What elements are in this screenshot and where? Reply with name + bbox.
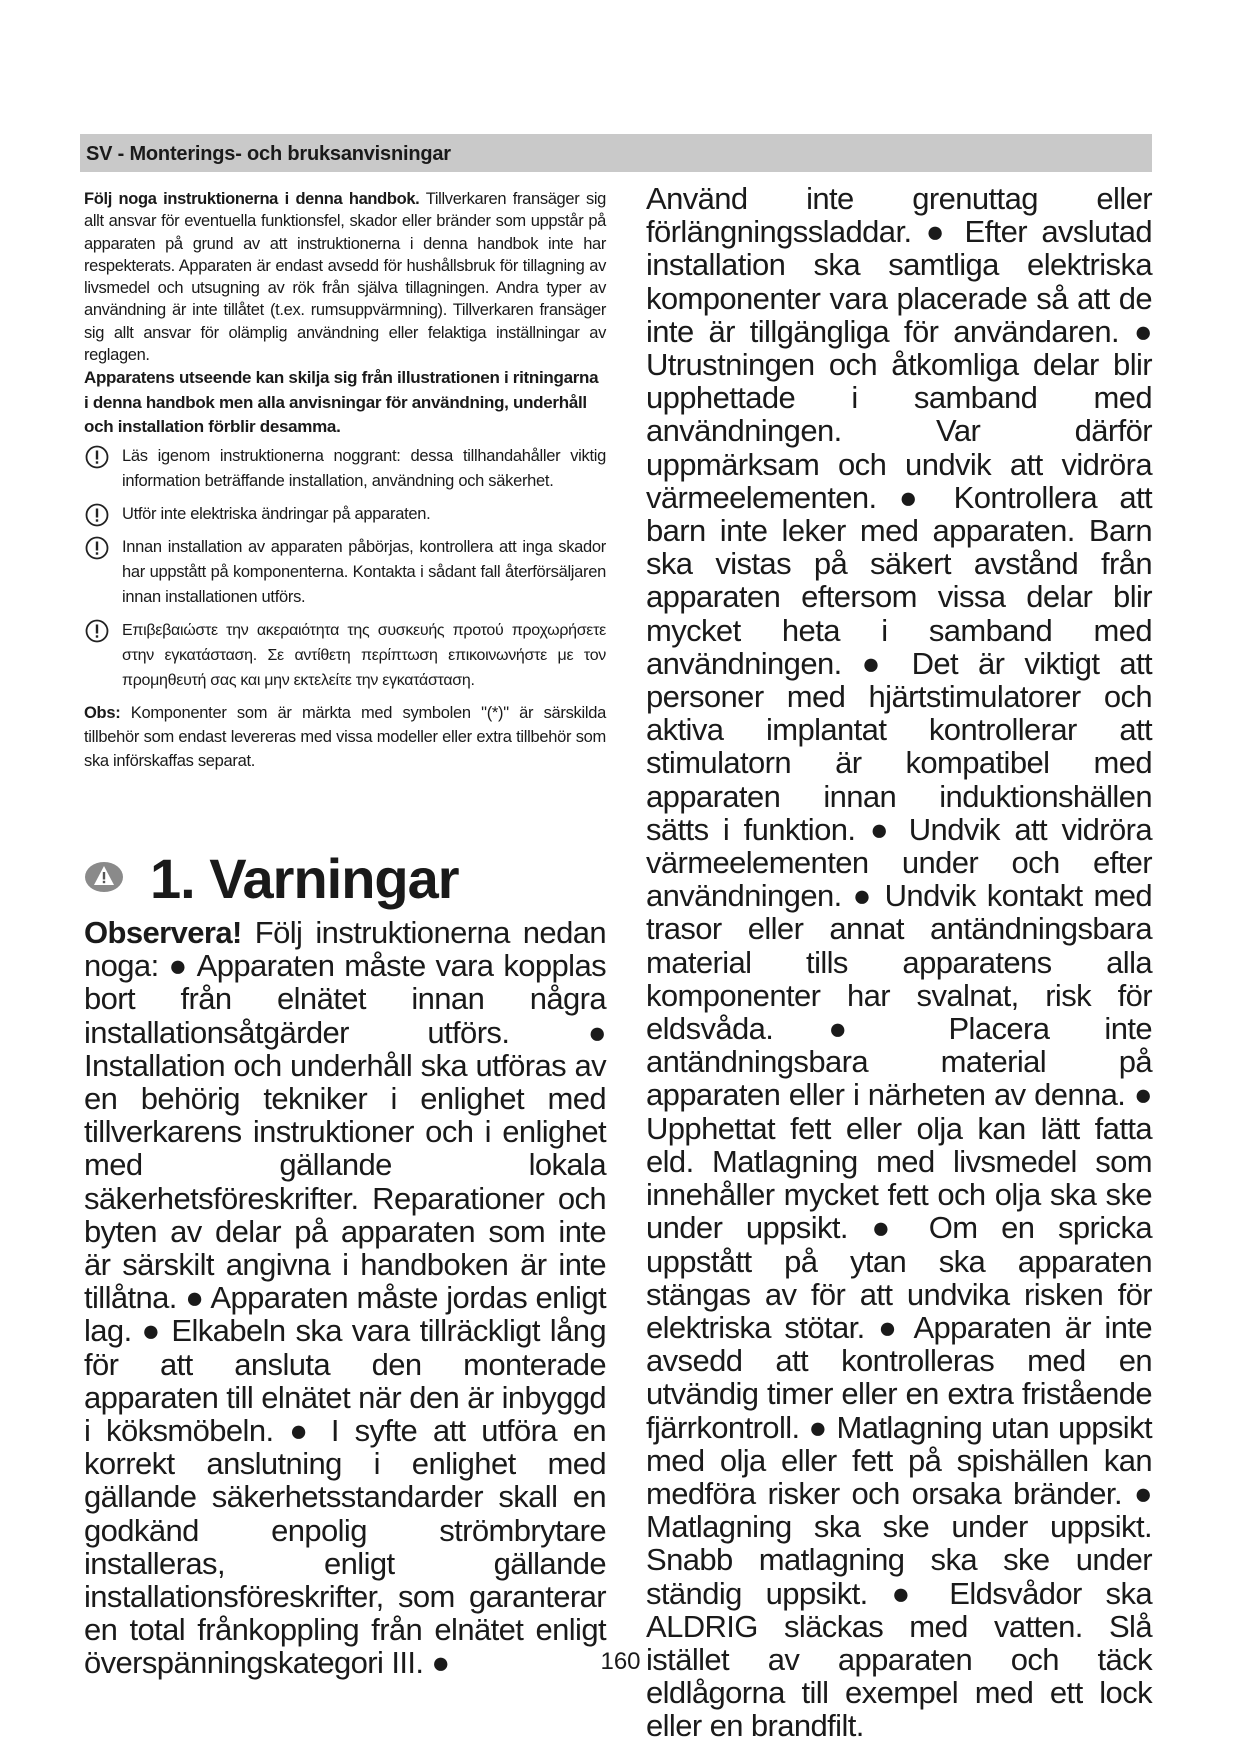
left-body-content: Följ instruktionerna nedan noga: ● Apparaten måste vara kopplas bort från elnätet innan några installationsåtgärder utförs. ● Installation och underhåll ska utföras av en behörig tekniker i enlighet med tillverkarens instruktioner och i enlighet med gällande lokala säkerhetsföreskrifter. Reparationer och byten av delar på apparaten som inte är särskilt angivna i handboken är inte tillåtna. ● Apparaten måste jordas enligt lag. ● Elkabeln ska vara tillräckligt lång för att ansluta den monterade apparaten till elnätet när den är inbyggd i köksmöbeln. ● I syfte att utföra en korrekt anslutning i enlighet med gällande säkerhetsstandarder skall en godkänd enpolig strömbrytare installeras, enligt gällande installationsföreskrifter, som garanterar en total frånkoppling från elnätet enligt överspänningskategori III. ● bbox=[84, 915, 606, 1681]
warning-item bbox=[84, 535, 606, 610]
intro-text: Tillverkaren fransäger sig allt ansvar för eventuella funktionsfel, skador eller bränder som uppstår på apparaten på grund av att instruktionerna i denna handbok inte har respekterats. Apparaten är endast avsedd för hushållsbruk för tillagning av livsmedel och utsugning av rök från själva tillagningen. Andra typer av användning är inte tillåtet (t.ex. rumsuppvärmning). Tillverkaren fransäger sig allt ansvar för olämplig användning eller felaktiga inställningar av reglagen. bbox=[84, 190, 606, 365]
left-column bbox=[84, 188, 606, 773]
exclamation-circle-icon bbox=[84, 502, 110, 528]
intro-lead-bold: Följ noga instruktionerna i denna handbok. bbox=[84, 190, 420, 208]
section-header-bar bbox=[80, 134, 1152, 172]
header-title: SV - Monterings- och bruksanvisningar bbox=[86, 143, 451, 165]
section-heading bbox=[84, 848, 606, 914]
warning-triangle-icon bbox=[84, 860, 124, 894]
intro-paragraph bbox=[84, 188, 606, 366]
right-column bbox=[646, 182, 1152, 1743]
appearance-notice: Apparatens utseende kan skilja sig från illustrationen i ritningarna i denna handbok men alla anvisningar för användning, underhåll och installation förblir desamma. bbox=[84, 368, 599, 437]
right-body-text: Använd inte grenuttag eller förlängningssladdar. ● Efter avslutad installation ska samtliga elektriska komponenter vara placerade så att de inte är tillgängliga för användaren. ● Utrustningen och åtkomliga delar blir upphettade i samband med användningen. Var därför uppmärksam och undvik att vidröra värmeelementen. ● Kontrollera att barn inte leker med apparaten. Barn ska vistas på säkert avstånd från apparaten eftersom vissa delar blir mycket heta i samband med användningen. ● Det är viktigt att personer med hjärtstimulatorer och aktiva implantat kontrollerar att stimulatorn är kompatibel med apparaten innan induktionshällen sätts i funktion. ● Undvik att vidröra värmeelementen under och efter användningen. ● Undvik kontakt med trasor eller annat antändningsbara material tills apparatens alla komponenter har svalnat, risk för eldsvåda. ● Placera inte antändningsbara material på apparaten eller i närheten av denna. ● Upphettat fett eller olja kan lätt fatta eld. Matlagning med livsmedel som innehåller mycket fett och olja ska ske under uppsikt. ● Om en spricka uppstått på ytan ska apparaten stängas av för att undvika risken för elektriska stötar. ● Apparaten är inte avsedd att kontrolleras med en utvändig timer eller en extra fristående fjärrkontroll. ● Matlagning utan uppsikt med olja eller fett på spishällen kan medföra risker och orsaka bränder. ● Matlagning ska ske under uppsikt. Snabb matlagning ska ske under ständig uppsikt. ● Eldsvådor ska ALDRIG släckas med vatten. Slå istället av apparaten och täck eldlågorna till exempel med ett lock eller en brandfilt. bbox=[646, 181, 1152, 1744]
warning-text: Innan installation av apparaten påbörjas, kontrollera att inga skador har uppstått på komponenterna. Kontakta i sådant fall återförsäljaren innan installationen utförs. bbox=[122, 537, 606, 606]
warning-item bbox=[84, 444, 606, 494]
obs-note bbox=[84, 701, 606, 773]
obs-label: Obs: bbox=[84, 703, 121, 722]
obs-text: Komponenter som är märkta med symbolen "(*)" är särskilda tillbehör som endast levereras med vissa modeller eller extra tillbehör som ska införskaffas separat. bbox=[84, 703, 606, 770]
exclamation-circle-icon bbox=[84, 618, 110, 644]
page-number: 160 bbox=[600, 1648, 641, 1675]
warning-item bbox=[84, 618, 606, 693]
exclamation-circle-icon bbox=[84, 444, 110, 470]
observe-label: Observera! bbox=[84, 915, 242, 950]
warning-text: Επιβεβαιώστε την ακεραιότητα της συσκευής προτού προχωρήσετε στην εγκατάσταση. Σε αντίθετη περίπτωση επικοινωνήστε με τον προμηθευτή σας και μην εκτελείτε την εγκατάσταση. bbox=[122, 621, 606, 689]
warning-text: Läs igenom instruktionerna noggrant: dessa tillhandahåller viktig information beträffande installation, användning och säkerhet. bbox=[122, 446, 606, 490]
left-body-text bbox=[84, 916, 606, 1680]
exclamation-circle-icon bbox=[84, 535, 110, 561]
warning-item bbox=[84, 502, 606, 527]
section-title: 1. Varningar bbox=[150, 847, 459, 910]
warning-text: Utför inte elektriska ändringar på apparaten. bbox=[122, 504, 431, 523]
